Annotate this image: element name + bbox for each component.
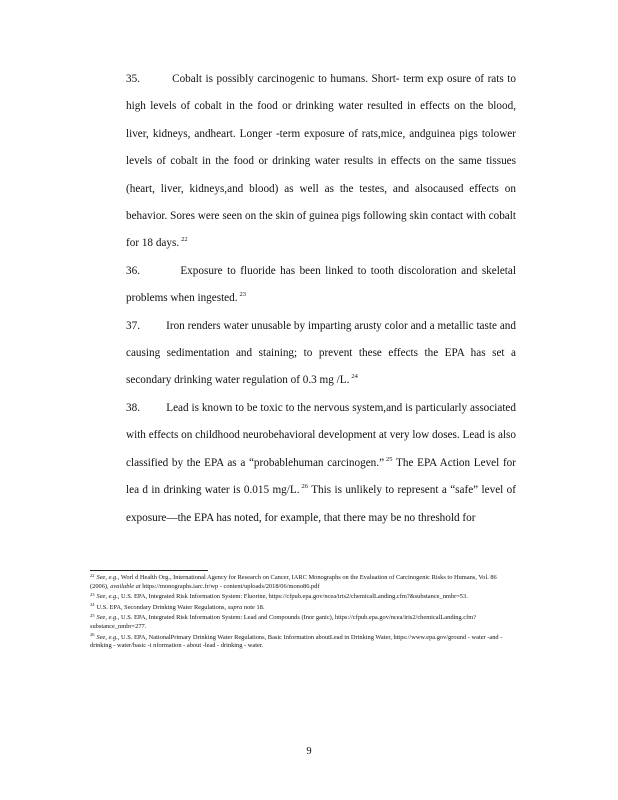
- footnote-signal: available at: [110, 582, 141, 590]
- paragraph-text: This is unlikely to represent a “safe” level of exposure—the EPA has noted, for example, that there may be no threshold for: [126, 484, 516, 524]
- footnote-24: [90, 604, 514, 613]
- paragraph-number: 35.: [126, 73, 140, 85]
- paragraph-text: Lead is known to be toxic to the nervous system,and is particularly associated with effects on childhood neurobehavioral development at very low doses. Lead is also classified by the EPA as a “probablehuman carcinogen.”: [126, 401, 516, 469]
- paragraph-38: [90, 395, 516, 532]
- paragraph-number: 37.: [126, 319, 140, 332]
- footnote-text: , Worl d Health Org., International Agency for Research on Cancer, IARC Monographs on the Evaluation of Carcinogenic Risks to Humans, Vol. 86 (2006),: [90, 574, 497, 590]
- footnote-26: [90, 634, 514, 651]
- footnote-number: 25: [90, 612, 95, 618]
- footnote-text[interactable]: , U.S. EPA, Integrated Risk Information System: Fluorine, https://cfpub.epa.gov/ncea/iris2/chemicalLanding.cfm?&substance_nmbr=53.: [117, 593, 468, 601]
- footnote-text[interactable]: , U.S. EPA, Integrated Risk Information System: Lead and Compounds (Inor ganic), https://cfpub.epa.gov/ncea/iris2/chemicalLanding.cfm?substance_nmbr=277.: [90, 614, 477, 630]
- paragraph-text: The EPA Action Level for lea d in drinking water is 0.015 mg/L.: [126, 456, 516, 497]
- body-text: [90, 66, 516, 532]
- footnote-link[interactable]: https://monographs.iarc.fr/wp - content/uploads/2018/06/mono86.pdf: [142, 582, 320, 590]
- paragraph-text: Exposure to fluoride has been linked to tooth discoloration and skeletal problems when ingested.: [126, 264, 516, 305]
- footnote-ref[interactable]: 23: [239, 291, 247, 299]
- footnote-ref[interactable]: 26: [301, 483, 308, 491]
- footnote-number: 22: [90, 572, 95, 578]
- footnote-signal: See, e.g.: [96, 614, 118, 622]
- footnote-signal: See, e.g.: [96, 633, 118, 641]
- footnote-text: note 18.: [243, 603, 265, 611]
- paragraph-number: 38.: [126, 401, 140, 414]
- footnote-22: [90, 574, 514, 591]
- footnote-23: [90, 593, 514, 602]
- footnote-number: 26: [90, 632, 95, 638]
- footnote-text[interactable]: , U.S. EPA, NationalPrimary Drinking Water Regulations, Basic Information aboutLead in Drinking Water, https://www.epa.gov/ground - water -and -drinking - water/basic -i nformation - about -lead - drinking - water.: [90, 633, 503, 650]
- footnote-signal: See, e.g.: [96, 574, 118, 581]
- paragraph-37: [90, 313, 516, 395]
- footnote-ref[interactable]: 22: [181, 236, 188, 244]
- paragraph-36: [90, 258, 516, 313]
- footnote-signal: supra: [227, 603, 243, 611]
- footnote-ref[interactable]: 24: [351, 373, 358, 381]
- paragraph-text: Iron renders water unusable by imparting arusty color and a metallic taste and causing sedimentation and staining; to prevent these effects the EPA has set a secondary drinking water regulation of 0.3 mg /L.: [126, 319, 516, 387]
- footnote-text: U.S. EPA, Secondary Drinking Water Regulations,: [96, 603, 227, 611]
- footnote-divider: [90, 570, 208, 571]
- footnote-number: 23: [90, 591, 95, 597]
- footnotes: [90, 574, 514, 653]
- paragraph-text: Cobalt is possibly carcinogenic to humans. Short- term exp osure of rats to high levels of cobalt in the food or drinking water resulted in effects on the blood, liver, kidneys, andheart. Longer -term exposure of rats,mice, andguinea pigs tolower levels of cobalt in the food or drinking water results in effects on the same tissues (heart, liver, kidneys,and blood) as well as the testes, and alsocaused effects on behavior. Sores were seen on the skin of guinea pigs following skin contact with cobalt for 18 days.: [126, 73, 516, 250]
- footnote-number: 24: [90, 602, 95, 608]
- footnote-signal: See, e.g.: [96, 593, 118, 601]
- paragraph-number: 36.: [126, 264, 140, 277]
- paragraph-35: [90, 66, 516, 258]
- footnote-25: [90, 614, 514, 631]
- footnote-ref[interactable]: 25: [386, 455, 393, 463]
- page-number: 9: [306, 746, 312, 757]
